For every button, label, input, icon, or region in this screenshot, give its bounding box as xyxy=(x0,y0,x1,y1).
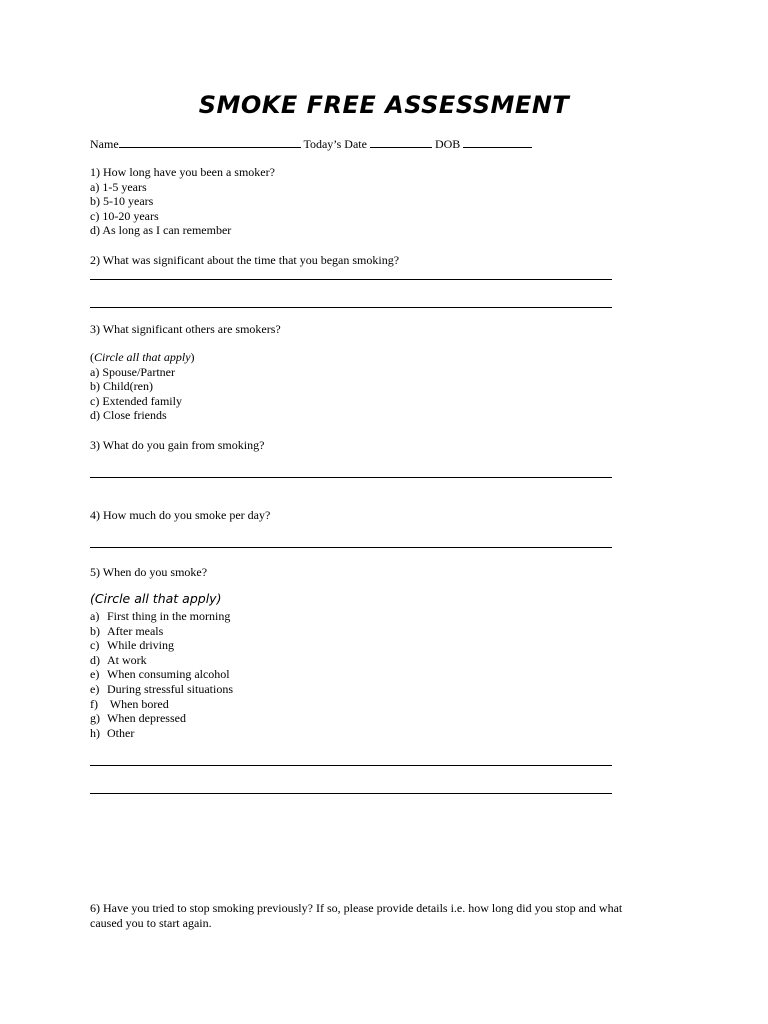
question-2-answer-line-1[interactable] xyxy=(90,279,612,280)
question-4-answer-line[interactable] xyxy=(90,547,612,548)
question-5-text: 5) When do you smoke? xyxy=(90,565,208,579)
question-5-option-b[interactable]: b) After meals xyxy=(90,623,164,638)
question-5-option-e2[interactable]: e) During stressful situations xyxy=(90,681,233,696)
question-6-text-line-2: caused you to start again. xyxy=(90,915,212,930)
question-5-option-e1[interactable]: e) When consuming alcohol xyxy=(90,667,230,682)
name-label: Name xyxy=(90,137,119,151)
question-4-text: 4) How much do you smoke per day? xyxy=(90,508,271,522)
question-1-option-d[interactable]: d) As long as I can remember xyxy=(90,223,232,238)
question-5-option-g[interactable]: g) When depressed xyxy=(90,711,186,726)
dob-field[interactable] xyxy=(463,136,532,148)
question-2-answer-line-2[interactable] xyxy=(90,307,612,308)
question-5-option-c[interactable]: c) While driving xyxy=(90,638,174,653)
dob-label: DOB xyxy=(434,137,461,151)
todays-date-field[interactable] xyxy=(370,136,432,148)
question-1-option-a[interactable]: a) 1-5 years xyxy=(90,179,147,194)
question-3a-option-b[interactable]: b) Child(ren) xyxy=(90,379,153,394)
question-3a-text: 3) What significant others are smokers? xyxy=(90,322,281,336)
question-3a-instruction xyxy=(90,350,195,365)
question-5-answer-line-2[interactable] xyxy=(90,793,612,794)
header-fields xyxy=(90,136,532,152)
question-1-option-c[interactable]: c) 10-20 years xyxy=(90,208,159,223)
question-3b-answer-line[interactable] xyxy=(90,477,612,478)
instruction-close-paren: ) xyxy=(190,350,195,364)
name-field[interactable] xyxy=(119,136,301,148)
question-2-text: 2) What was significant about the time that you began smoking? xyxy=(90,253,400,267)
question-5-option-f[interactable]: f) When bored xyxy=(90,696,169,711)
question-5-option-d[interactable]: d) At work xyxy=(90,652,147,667)
question-3b-text: 3) What do you gain from smoking? xyxy=(90,438,265,452)
question-5-option-a[interactable]: a) First thing in the morning xyxy=(90,609,231,623)
instruction-text: Circle all that apply xyxy=(94,350,191,364)
todays-date-label: Today’s Date xyxy=(303,137,367,151)
question-6-text-line-1: 6) Have you tried to stop smoking previously? If so, please provide details i.e. how long did you stop and what xyxy=(90,901,623,915)
instruction-open-paren: ( xyxy=(90,350,94,364)
question-1 xyxy=(90,165,275,238)
question-5-answer-line-1[interactable] xyxy=(90,765,612,766)
question-3a-option-d[interactable]: d) Close friends xyxy=(90,408,167,423)
question-3a-option-c[interactable]: c) Extended family xyxy=(90,393,182,408)
question-6 xyxy=(90,901,622,930)
question-5-instruction: (Circle all that apply) xyxy=(90,591,222,606)
question-3a-option-a[interactable]: a) Spouse/Partner xyxy=(90,364,175,379)
form-title: SMOKE FREE ASSESSMENT xyxy=(198,91,570,119)
question-3a-options xyxy=(90,350,195,423)
question-5-options xyxy=(90,609,233,740)
question-1-option-b[interactable]: b) 5-10 years xyxy=(90,194,154,209)
question-1-text: 1) How long have you been a smoker? xyxy=(90,165,275,179)
question-5-option-h[interactable]: h) Other xyxy=(90,725,135,740)
